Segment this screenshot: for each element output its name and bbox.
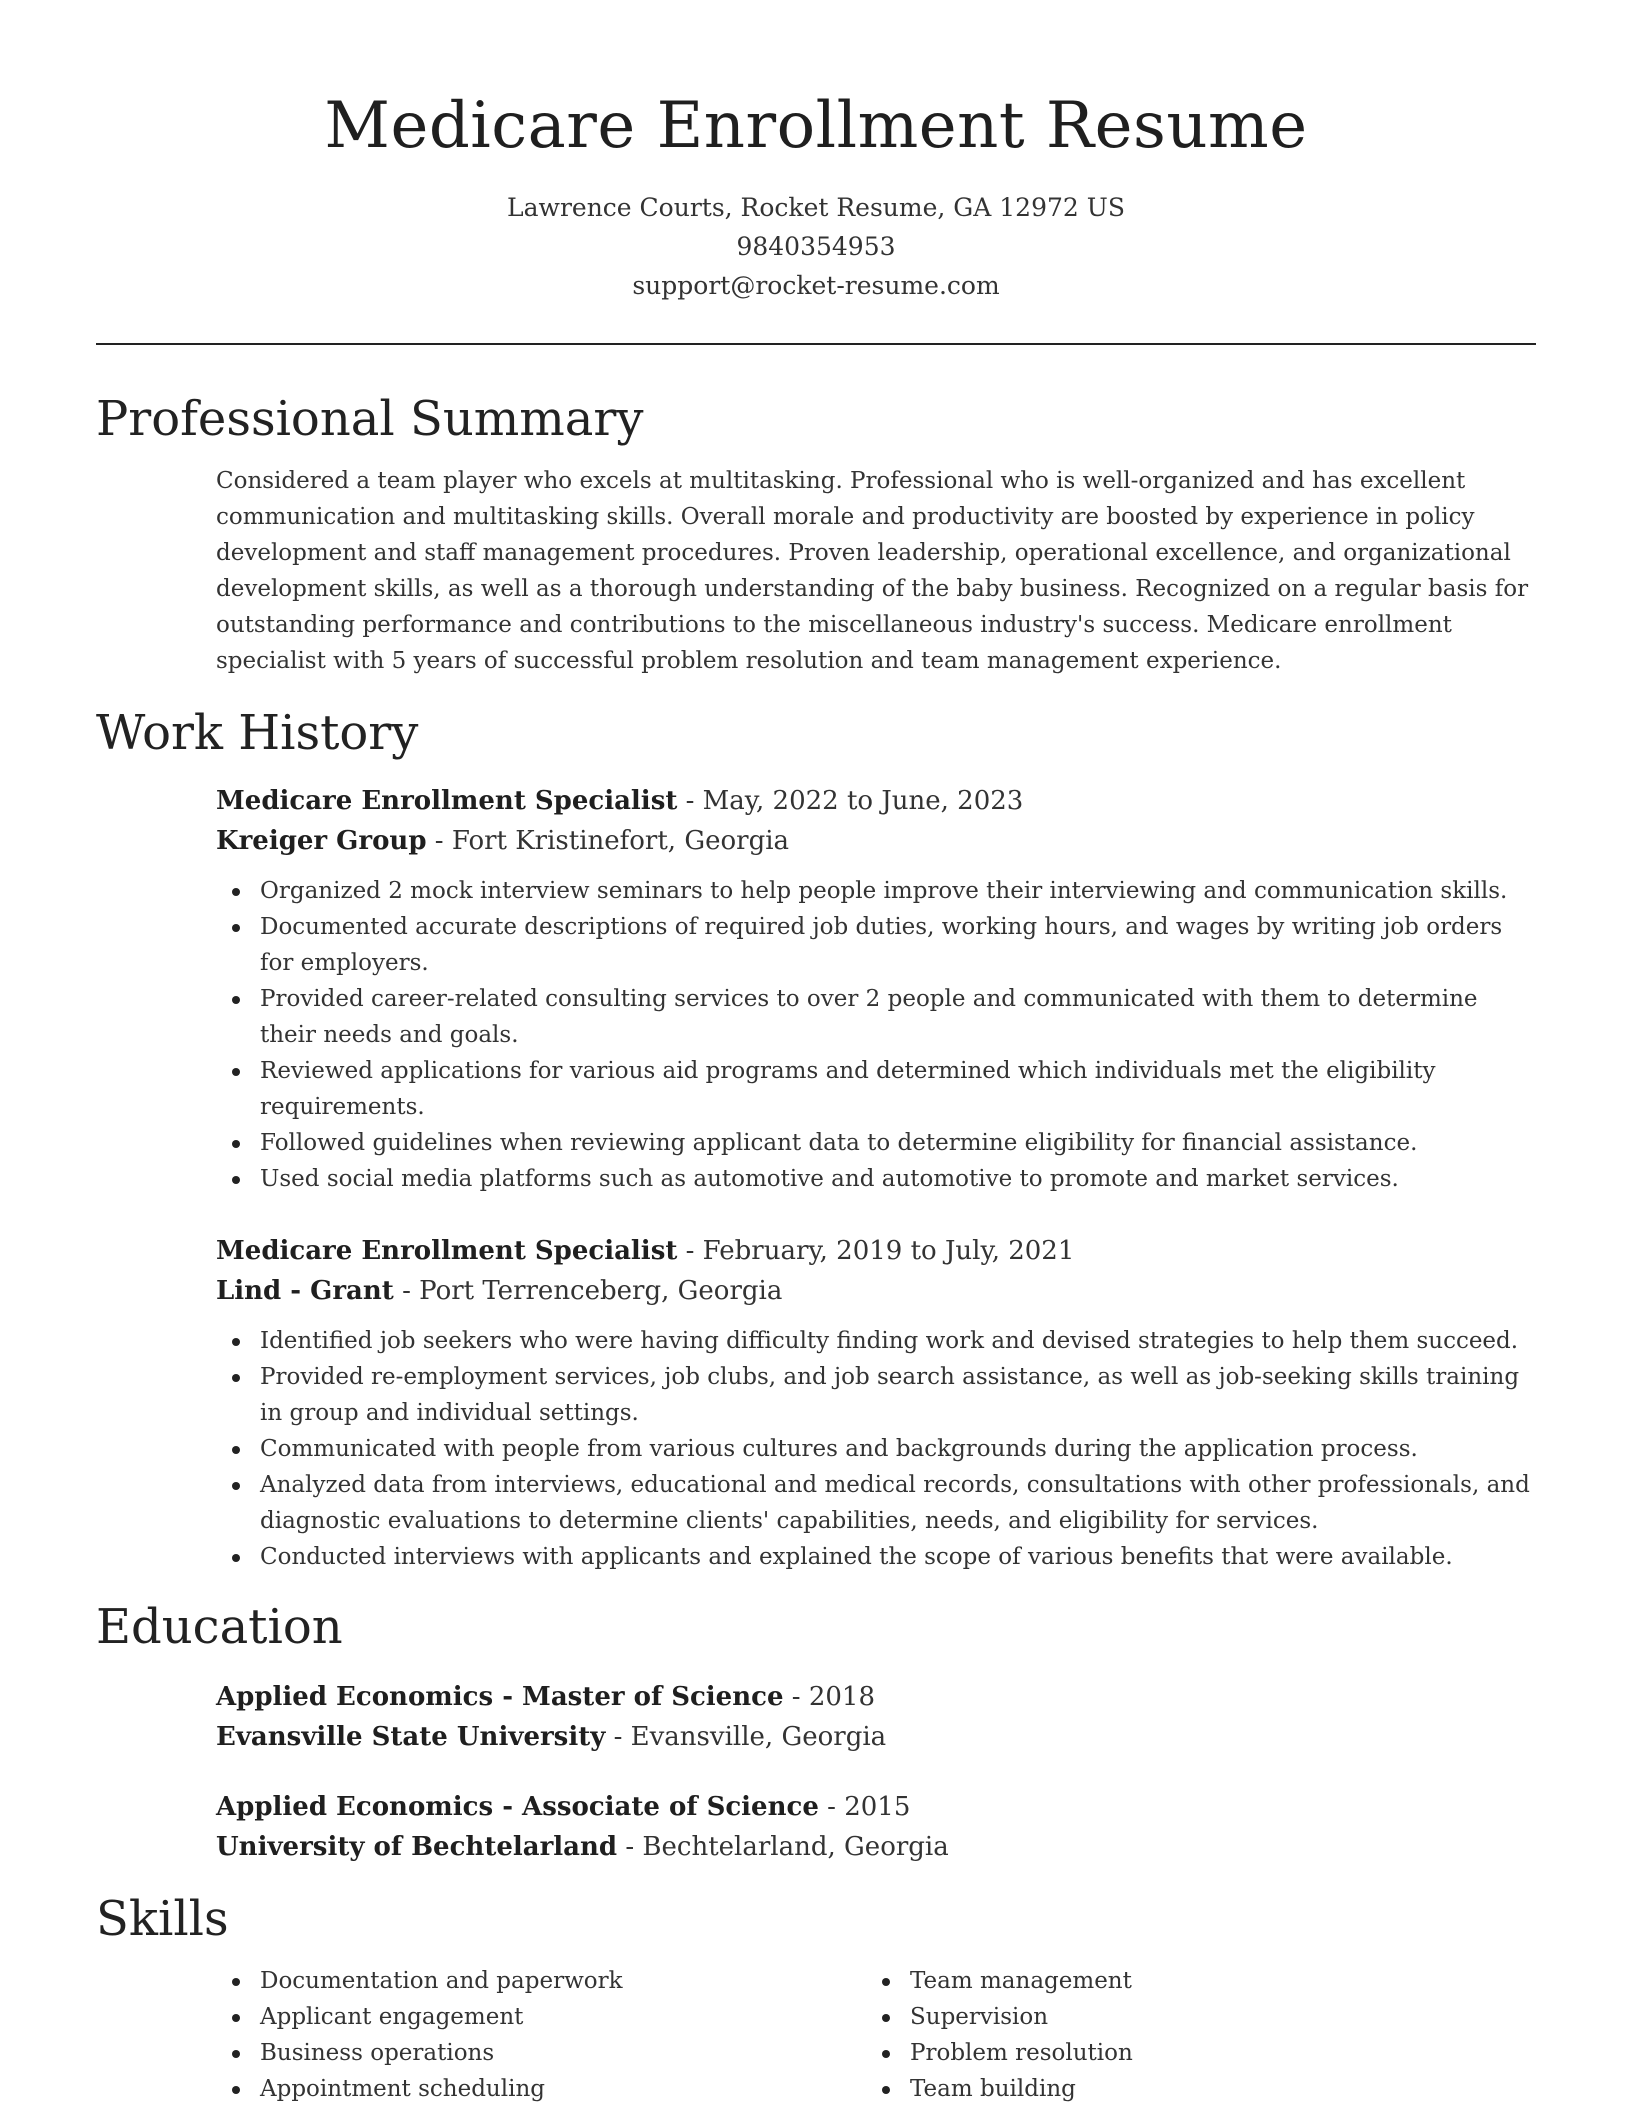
school-location: - Evansville, Georgia bbox=[605, 1722, 887, 1752]
job-dates: - May, 2022 to June, 2023 bbox=[677, 786, 1024, 816]
address-text: Lawrence Courts, Rocket Resume, GA 12972 US bbox=[507, 193, 1125, 222]
list-item: Analyzed data from interviews, educational and medical records, consultations with other professionals, and diagnostic evaluations to determine clients' capabilities, needs, and eligibility for services. bbox=[260, 1467, 1536, 1539]
list-item: Communicated with people from various cultures and backgrounds during the application process. bbox=[260, 1431, 1536, 1467]
job-location: - Port Terrenceberg, Georgia bbox=[393, 1276, 783, 1306]
degree-line bbox=[216, 1677, 1536, 1717]
list-item: Provided career-related consulting services to over 2 people and communicated with them to determine their needs and goals. bbox=[260, 981, 1536, 1053]
degree-name: Applied Economics - Master of Science bbox=[216, 1682, 784, 1712]
skills-column-left bbox=[216, 1963, 866, 2107]
education-section bbox=[96, 1597, 1536, 1867]
school-name: Evansville State University bbox=[216, 1722, 606, 1752]
list-item: Used social media platforms such as automotive and automotive to promote and market services. bbox=[260, 1161, 1536, 1197]
phone-text: 9840354953 bbox=[736, 232, 896, 261]
job-duties-list bbox=[216, 873, 1536, 1197]
degree-line bbox=[216, 1787, 1536, 1827]
email-text: support@rocket-resume.com bbox=[632, 271, 1000, 300]
skills-section bbox=[96, 1889, 1536, 2107]
resume-title: Medicare Enrollment Resume bbox=[324, 89, 1308, 163]
header-divider bbox=[96, 343, 1536, 345]
job-title-line bbox=[216, 1231, 1536, 1271]
school-line bbox=[216, 1717, 1536, 1757]
skill-item: Applicant engagement bbox=[260, 1999, 840, 2035]
job-entry bbox=[216, 781, 1536, 1197]
job-company-line bbox=[216, 821, 1536, 861]
work-history-heading: Work History bbox=[96, 705, 419, 761]
list-item: Documented accurate descriptions of required job duties, working hours, and wages by writing job orders for employers. bbox=[260, 909, 1536, 981]
summary-heading: Professional Summary bbox=[96, 391, 644, 447]
job-role: Medicare Enrollment Specialist bbox=[216, 786, 678, 816]
job-dates: - February, 2019 to July, 2021 bbox=[677, 1236, 1075, 1266]
skill-item: Business operations bbox=[260, 2035, 840, 2071]
list-item: Provided re-employment services, job clubs, and job search assistance, as well as job-seeking skills training in group and individual settings. bbox=[260, 1359, 1536, 1431]
skill-item: Team management bbox=[910, 1963, 1490, 1999]
job-company: Lind - Grant bbox=[216, 1276, 394, 1306]
skill-item: Team building bbox=[910, 2071, 1490, 2107]
skills-list bbox=[866, 1963, 1516, 2107]
degree-year: - 2018 bbox=[783, 1682, 875, 1712]
list-item: Reviewed applications for various aid programs and determined which individuals met the eligibility requirements. bbox=[260, 1053, 1536, 1125]
skills-columns bbox=[216, 1963, 1536, 2107]
degree-year: - 2015 bbox=[818, 1792, 911, 1822]
summary-section bbox=[96, 389, 1536, 679]
job-company-line bbox=[216, 1271, 1536, 1311]
job-role: Medicare Enrollment Specialist bbox=[216, 1236, 678, 1266]
job-location: - Fort Kristinefort, Georgia bbox=[426, 826, 790, 856]
list-item: Organized 2 mock interview seminars to help people improve their interviewing and communication skills. bbox=[260, 873, 1536, 909]
list-item: Identified job seekers who were having difficulty finding work and devised strategies to help them succeed. bbox=[260, 1323, 1536, 1359]
education-entry bbox=[216, 1677, 1536, 1757]
education-entry bbox=[216, 1787, 1536, 1867]
job-duties-list bbox=[216, 1323, 1536, 1575]
skills-heading: Skills bbox=[96, 1891, 229, 1947]
degree-name: Applied Economics - Associate of Science bbox=[216, 1792, 819, 1822]
list-item: Conducted interviews with applicants and explained the scope of various benefits that were available. bbox=[260, 1539, 1536, 1575]
skill-item: Supervision bbox=[910, 1999, 1490, 2035]
skill-item: Appointment scheduling bbox=[260, 2071, 840, 2107]
school-name: University of Bechtelarland bbox=[216, 1832, 618, 1862]
education-heading: Education bbox=[96, 1599, 343, 1655]
work-history-section bbox=[96, 703, 1536, 1575]
skills-list bbox=[216, 1963, 866, 2107]
school-location: - Bechtelarland, Georgia bbox=[617, 1832, 949, 1862]
contact-block bbox=[96, 188, 1536, 305]
school-line bbox=[216, 1827, 1536, 1867]
resume-page bbox=[96, 0, 1536, 2107]
skill-item: Problem resolution bbox=[910, 2035, 1490, 2071]
skill-item: Documentation and paperwork bbox=[260, 1963, 840, 1999]
skills-column-right bbox=[866, 1963, 1516, 2107]
job-entry bbox=[216, 1231, 1536, 1575]
job-company: Kreiger Group bbox=[216, 826, 427, 856]
summary-text: Considered a team player who excels at multitasking. Professional who is well-organized and has excellent communication and multitasking skills. Overall morale and productivity are boosted by experience in policy development and staff management procedures. Proven leadership, operational excellence, and organizational development skills, as well as a thorough understanding of the baby business. Recognized on a regular basis for outstanding performance and contributions to the miscellaneous industry's success. Medicare enrollment specialist with 5 years of successful problem resolution and team management experience. bbox=[216, 468, 1529, 674]
list-item: Followed guidelines when reviewing applicant data to determine eligibility for financial assistance. bbox=[260, 1125, 1536, 1161]
job-title-line bbox=[216, 781, 1536, 821]
